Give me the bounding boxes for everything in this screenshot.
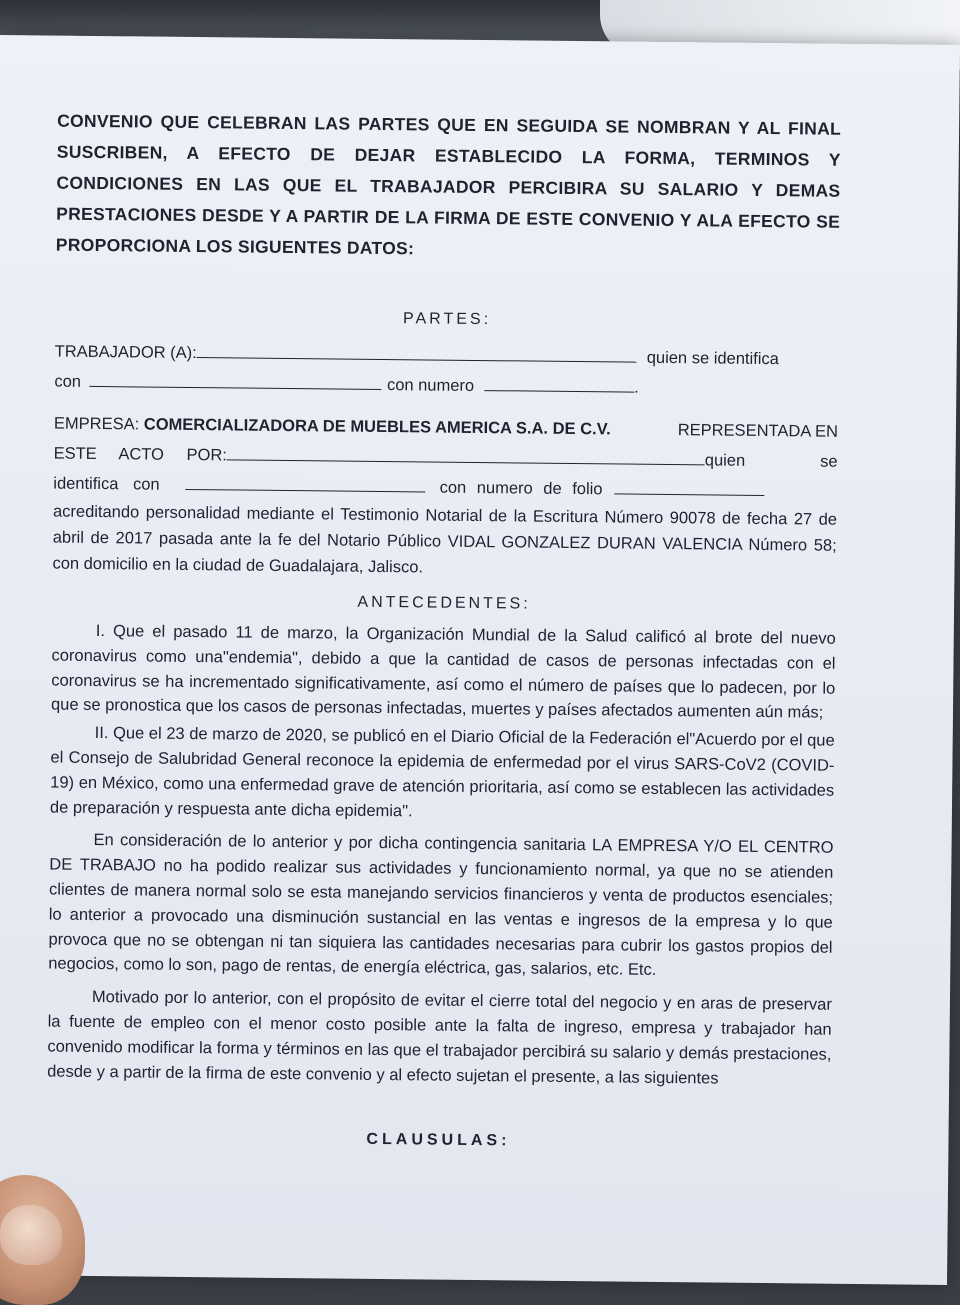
identifica-con-label: identifica con <box>53 474 160 494</box>
antecedente-2: II. Que el 23 de marzo de 2020, se publicó en el Diario Oficial de la Federación el"Acuerdo por el que el Consejo de Salubridad General reconoce la epidemia de enfermedad por el virus SARS-CoV2 (COVID-19) en México, como una enfermedad grave de atención prioritaria, así como se establecen las actividades de preparación y respuesta ante dicha epidemia". <box>49 724 835 820</box>
quien-text: quien <box>704 451 746 470</box>
representante-blank[interactable] <box>227 445 705 465</box>
numero-blank[interactable] <box>484 376 634 393</box>
se-text: se <box>820 452 838 471</box>
trabajador-label: TRABAJADOR (A): <box>54 342 197 363</box>
thumb-nail <box>0 1205 62 1265</box>
con-label: con <box>54 372 82 391</box>
identificacion-blank[interactable] <box>89 372 381 390</box>
document-page <box>0 35 960 1285</box>
antecedente-3: En consideración de lo anterior y por dicha contingencia sanitaria LA EMPRESA Y/O EL CENTRO DE TRABAJO no ha podido realizar sus actividades y funcionamiento normal, ya que no se atienden clientes de manera normal solo se esta manejando servicios financieros y venta de productos esenciales; lo anterior a provocado una disminución sustancial en las ventas e ingresos de la empresa y lo que provoca que no se obtengan ni tan siquiera las cantidades necesarias para cubrir los gastos propios del negocios, como lo son, pago de rentas, de energía eléctrica, gas, salarios, etc. Etc. <box>48 831 834 980</box>
antecedentes-title: ANTECEDENTES: <box>357 593 531 613</box>
identifica-con-blank[interactable] <box>186 475 426 493</box>
acreditando-paragraph: acreditando personalidad mediante el Testimonio Notarial de la Escritura Número 90078 de fecha 27 de abril de 2017 pasada ante la fe del Notario Público VIDAL GONZALEZ DURAN VALENCIA Número 58; con domicilio en la ciudad de Guadalajara, Jalisco. <box>52 502 838 577</box>
con-numero-label: con numero <box>386 376 475 395</box>
antecedente-4: Motivado por lo anterior, con el propósito de evitar el cierre total del negocio y en aras de preservar la fuente de empleo con el menor costo posible ante la falta de ingreso, empresa y trabajador han convenido modificar la forma y términos en las que el trabajador percibirá su salario y demás prestaciones, desde y a partir de la firma de este convenio y al efecto sujetan el presente, a las siguientes <box>47 988 833 1088</box>
folio-blank[interactable] <box>614 479 764 496</box>
document-heading: CONVENIO QUE CELEBRAN LAS PARTES QUE EN SEGUIDA SE NOMBRAN Y AL FINAL SUSCRIBEN, A EFECTO DE DEJAR ESTABLECIDO LA FORMA, TERMINOS Y CONDICIONES EN LAS QUE EL TRABAJADOR PERCIBIRA SU SALARIO Y DEMAS PRESTACIONES DESDE Y A PARTIR DE LA FIRMA DE ESTE CONVENIO Y ALA EFECTO SE PROPORCIONA LOS SIGUENTES DATOS: <box>55 110 842 259</box>
period-text: . <box>634 378 639 397</box>
trabajador-blank[interactable] <box>197 343 637 363</box>
folio-label: con numero de folio <box>439 478 603 499</box>
quien-identifica-text: quien se identifica <box>646 348 779 369</box>
document-content <box>46 106 841 1154</box>
representada-text: REPRESENTADA EN <box>677 421 839 441</box>
empresa-label: EMPRESA: <box>53 414 140 434</box>
este-acto-por-label: ESTE ACTO POR: <box>53 444 227 465</box>
empresa-name: COMERCIALIZADORA DE MUEBLES AMERICA S.A. DE C.V. <box>143 415 611 439</box>
partes-title: PARTES: <box>402 310 492 329</box>
clausulas-title: CLAUSULAS: <box>366 1131 511 1150</box>
antecedente-1: I. Que el pasado 11 de marzo, la Organización Mundial de la Salud calificó al brote del nuevo coronavirus como una"endemia", debido a que la cantidad de casos de personas infectadas con el coronavirus se ha incrementado significativamente, así como el número de países que lo padecen, por lo que se pronostica que los casos de personas infectadas, muertes y países afectados aumenten aún más; <box>50 622 836 723</box>
